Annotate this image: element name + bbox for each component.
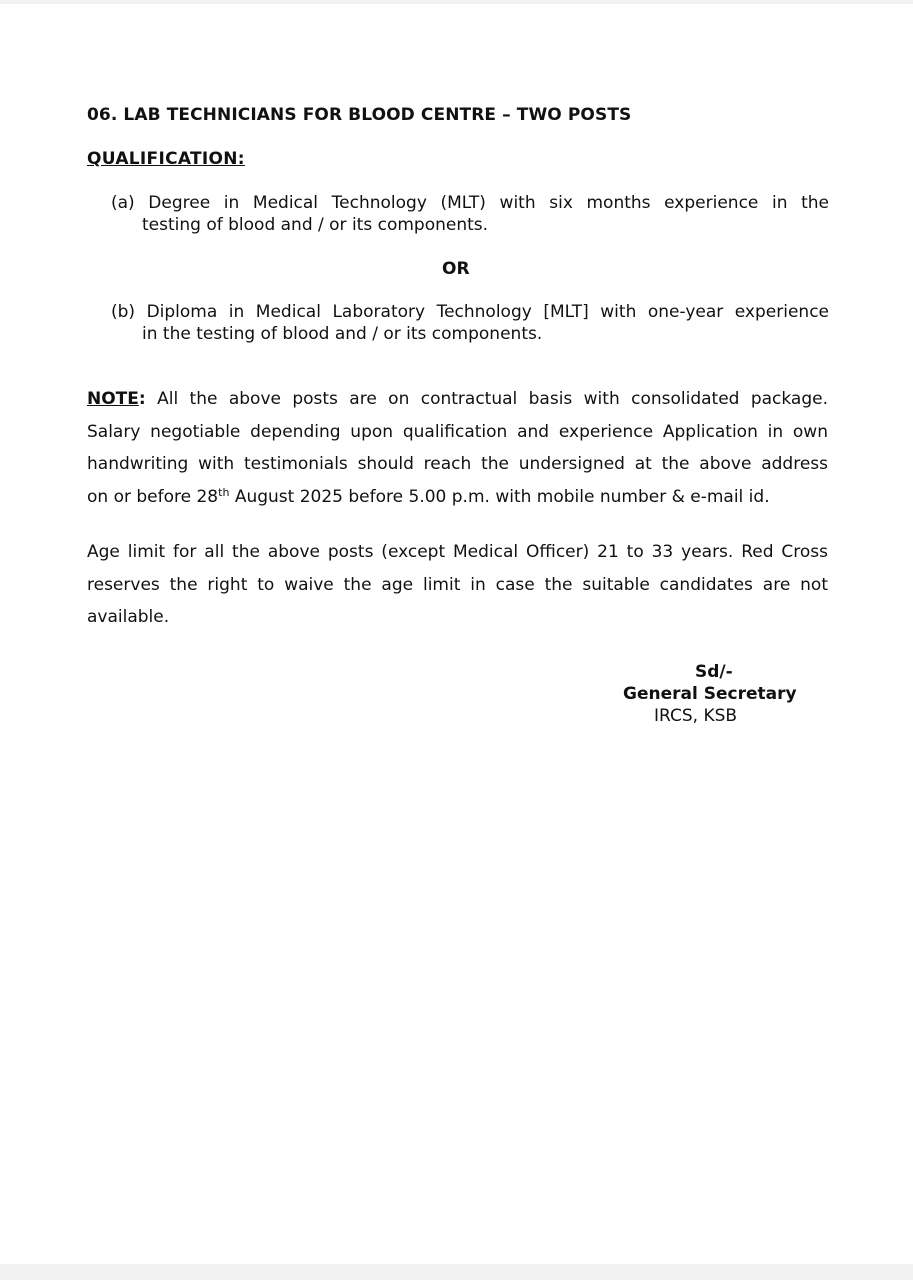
note-line4	[87, 481, 828, 514]
or-separator: OR	[442, 259, 470, 279]
note-paragraph	[87, 383, 828, 514]
note-line2: Salary negotiable depending upon qualification and experience Application in own	[87, 421, 828, 442]
qualification-label: QUALIFICATION:	[87, 149, 245, 169]
note-colon: :	[138, 389, 146, 409]
document-page	[0, 4, 913, 1264]
qualification-option-a	[111, 192, 829, 236]
age-limit-paragraph	[87, 536, 828, 634]
note-line1-text: All the above posts are on contractual basis with consolidated package.	[157, 389, 829, 409]
age-line1: Age limit for all the above posts (except Medical Officer) 21 to 33 years. Red Cross	[87, 542, 828, 562]
note-line4-sup: th	[218, 486, 230, 500]
option-a-line1: (a) Degree in Medical Technology (MLT) with six months experience in the	[111, 193, 829, 213]
note-line4-pre: on or before 28	[87, 487, 219, 508]
note-line1	[87, 383, 828, 416]
option-a-line2: testing of blood and / or its components.	[142, 215, 489, 235]
section-heading: 06. LAB TECHNICIANS FOR BLOOD CENTRE – TWO POSTS	[87, 105, 632, 125]
age-line2: reserves the right to waive the age limit in case the suitable candidates are not	[87, 574, 828, 595]
note-label: NOTE	[87, 389, 139, 409]
option-b-line1: (b) Diploma in Medical Laboratory Technology [MLT] with one-year experience	[111, 302, 829, 322]
signature-sd: Sd/-	[695, 662, 733, 682]
signature-org: IRCS, KSB	[654, 706, 738, 726]
option-b-line2: in the testing of blood and / or its components.	[142, 324, 543, 344]
note-line4-post: August 2025 before 5.00 p.m. with mobile number & e-mail id.	[229, 487, 770, 508]
qualification-option-b	[111, 301, 829, 345]
note-line3: handwriting with testimonials should reach the undersigned at the above address	[87, 454, 828, 475]
age-line3: available.	[87, 607, 170, 628]
signature-title: General Secretary	[623, 684, 797, 704]
